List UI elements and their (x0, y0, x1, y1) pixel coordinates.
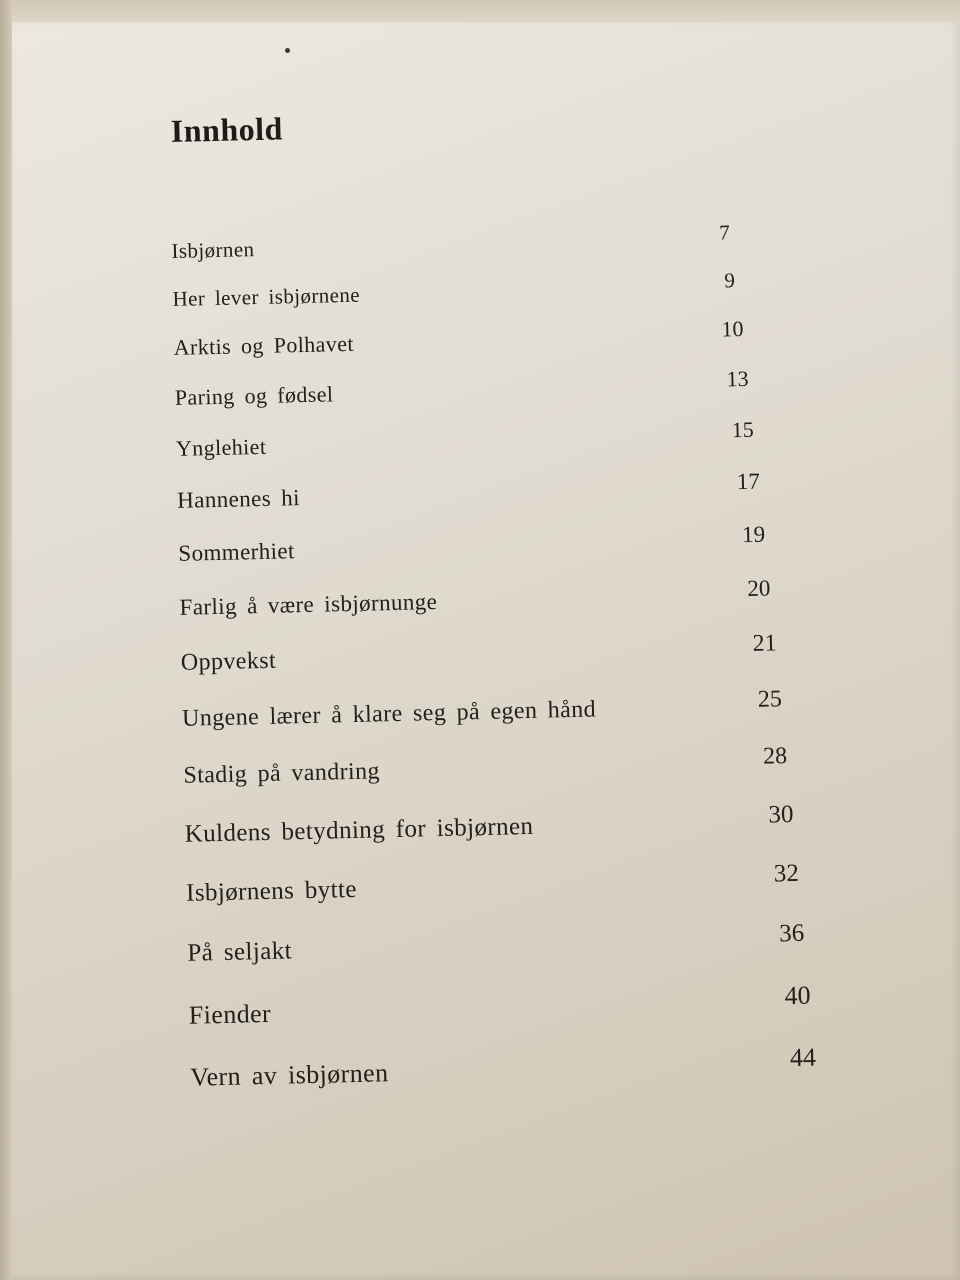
toc-entry (172, 268, 812, 311)
toc-entry-page: 17 (736, 468, 761, 495)
toc-entry-label: Ynglehiet (175, 433, 267, 461)
toc-entry-label: Isbjørnens bytte (185, 875, 358, 907)
toc-entry (176, 468, 817, 513)
book-page (12, 22, 960, 1280)
toc-entry (188, 980, 829, 1030)
page-title: Innhold (170, 110, 284, 149)
toc-entry-page: 13 (726, 365, 749, 392)
toc-entry (174, 365, 815, 410)
toc-entry-label: Oppvekst (180, 647, 277, 676)
toc-entry (171, 220, 811, 263)
toc-entry (187, 919, 827, 967)
toc-entry-page: 40 (784, 980, 811, 1011)
toc-entry (173, 315, 813, 360)
toc-entry-label: Ungene lærer å klare seg på egen hånd (181, 696, 597, 732)
toc-entry-page: 25 (757, 686, 783, 713)
toc-entry-label: Vern av isbjørnen (189, 1058, 389, 1092)
toc-entry-page: 15 (731, 416, 754, 443)
toc-entry-label: Sommerhiet (178, 538, 296, 566)
toc-entry-page: 44 (789, 1042, 817, 1073)
toc-entry-label: Her lever isbjørnene (172, 282, 361, 311)
toc-entry-page: 10 (721, 315, 744, 342)
toc-entry-label: På seljakt (187, 937, 293, 967)
toc-entry (184, 800, 824, 848)
toc-entry-label: Stadig på vandring (183, 758, 381, 789)
toc-entry-page: 21 (752, 630, 777, 657)
toc-entry (181, 686, 822, 732)
toc-entry-page: 30 (768, 800, 794, 829)
toc-entry-label: Paring og fødsel (174, 381, 334, 410)
book-top-edge (0, 0, 960, 22)
toc-entry-label: Arktis og Polhavet (173, 330, 355, 360)
toc-entry-page: 36 (778, 919, 805, 948)
toc-entry (178, 521, 818, 566)
toc-entry (183, 743, 823, 789)
toc-entry (175, 416, 816, 461)
toc-entry-label: Isbjørnen (171, 237, 255, 263)
toc-entry-label: Fiender (188, 998, 272, 1030)
toc-entry-page: 19 (741, 521, 766, 548)
toc-entry-page: 28 (762, 743, 788, 770)
toc-entry-page: 20 (747, 575, 771, 601)
toc-entry (185, 859, 826, 907)
toc-entry-page: 7 (718, 220, 730, 245)
toc-list (171, 214, 817, 1092)
toc-entry-page: 9 (724, 268, 736, 293)
toc-entry-label: Farlig å være isbjørnunge (179, 589, 438, 620)
table-of-contents (12, 22, 960, 1280)
toc-entry-page: 32 (773, 859, 800, 888)
toc-entry-label: Kuldens betydning for isbjørnen (184, 812, 534, 848)
toc-entry (180, 630, 821, 676)
toc-entry (179, 575, 819, 620)
toc-entry-label: Hannenes hi (176, 485, 301, 513)
toc-entry (189, 1042, 830, 1092)
book-spine-edge (0, 0, 12, 1280)
